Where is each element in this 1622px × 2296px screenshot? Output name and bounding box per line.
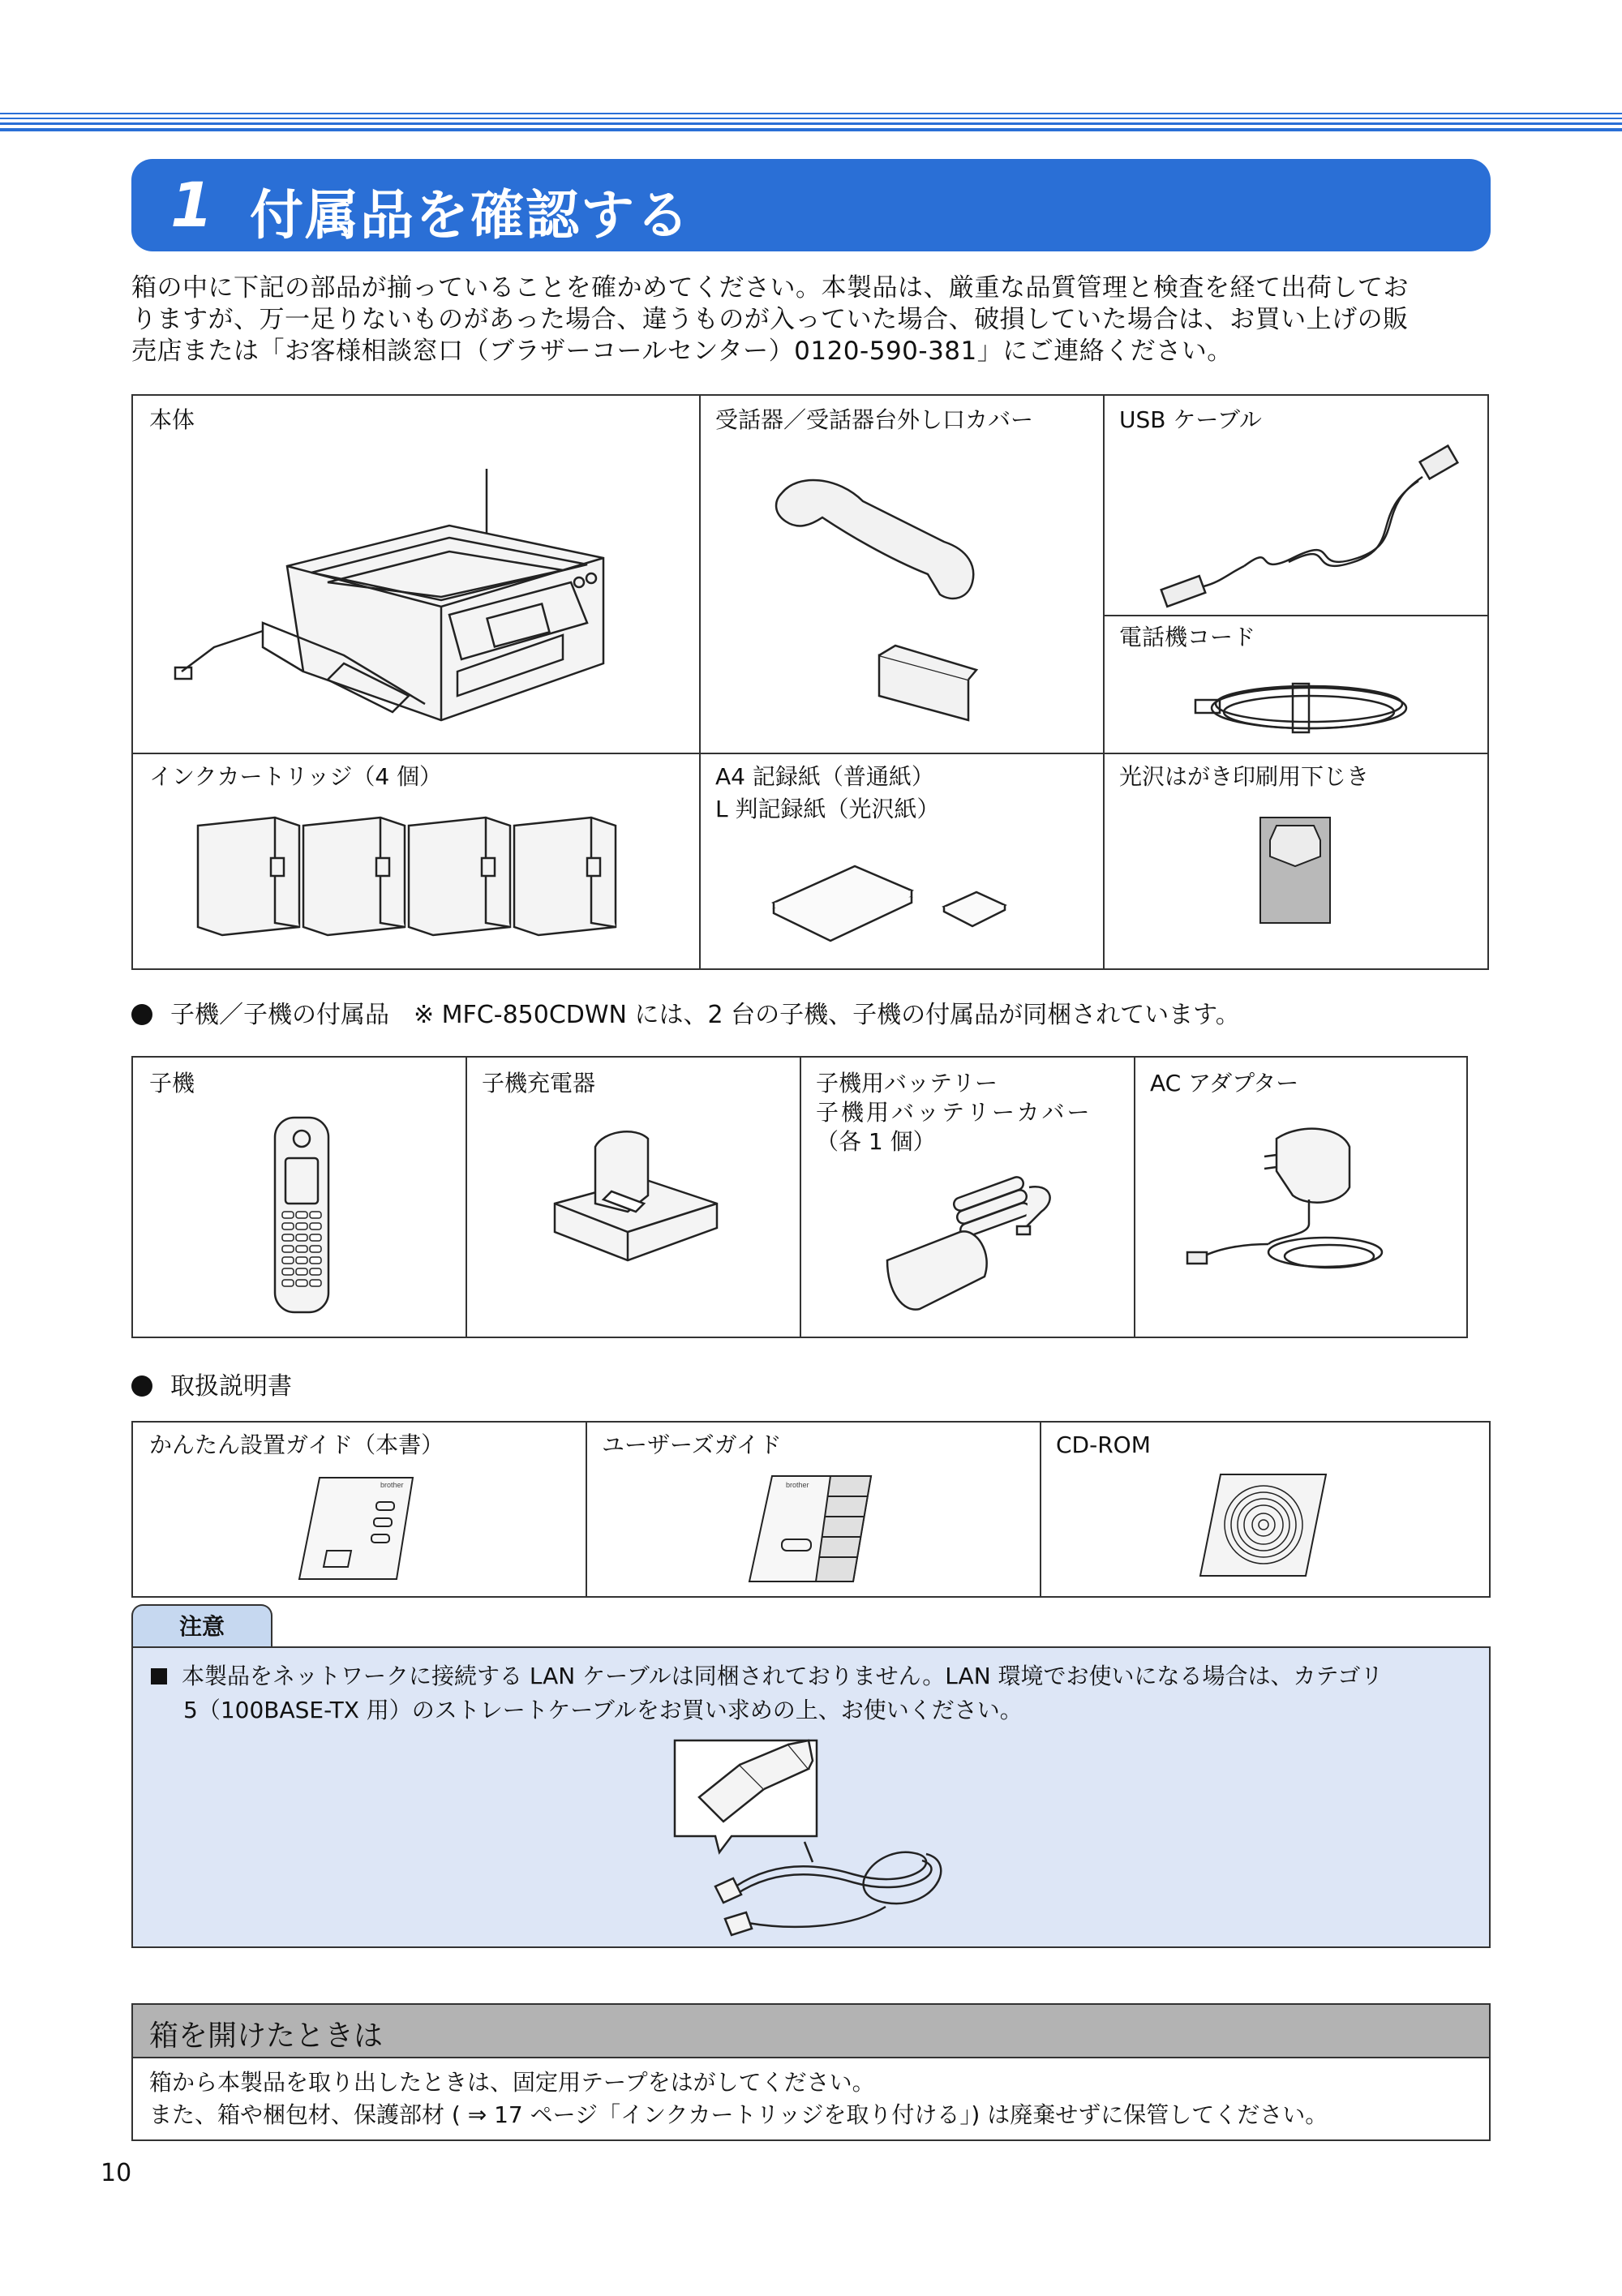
cordless-section-heading — [131, 994, 1240, 1030]
item-label-phone-cord: 電話機コード — [1119, 624, 1256, 650]
page-number: 10 — [101, 2159, 132, 2187]
section-title-bar — [131, 159, 1491, 251]
phone-cord-illustration — [1187, 667, 1431, 749]
header-rule — [0, 128, 1622, 131]
item-label-charger: 子機充電器 — [482, 1070, 596, 1097]
item-label-ink: インクカートリッジ（4 個） — [149, 763, 443, 790]
item-label-handset: 受話器／受話器台外し口カバー — [715, 406, 1034, 433]
item-label-ac-adapter: AC アダプター — [1150, 1070, 1299, 1097]
user-guide-illustration — [749, 1476, 879, 1586]
header-rule — [0, 122, 1622, 125]
note-line: 5（100BASE-TX 用）のストレートケーブルをお買い求めの上、お使いください。 — [183, 1697, 1023, 1723]
cordless-handset-illustration — [271, 1118, 336, 1328]
paper-illustration — [774, 858, 1033, 955]
intro-line: 箱の中に下記の部品が揃っていることを確かめてください。本製品は、厳重な品質管理と検査を経て出荷してお — [131, 273, 1409, 303]
square-bullet-icon — [151, 1668, 167, 1684]
header-rule — [0, 113, 1622, 114]
printer-illustration — [182, 461, 684, 745]
ac-adapter-illustration — [1187, 1122, 1431, 1285]
item-label-cdrom: CD-ROM — [1056, 1431, 1151, 1458]
section-number: 1 — [170, 169, 213, 241]
battery-illustration — [887, 1171, 1074, 1325]
handset-illustration — [766, 469, 1009, 712]
open-box-heading-bar — [131, 2003, 1491, 2058]
item-label-cordless-handset: 子機 — [149, 1070, 195, 1097]
item-label-paper-l: L 判記録紙（光沢紙） — [715, 796, 940, 822]
cordless-heading-text: 子機／子機の付属品 ※ MFC-850CDWN には、2 台の子機、子機の付属品が同梱されています。 — [170, 1001, 1240, 1029]
intro-line: りますが、万一足りないものがあった場合、違うものが入っていた場合、破損していた場合は、お買い上げの販 — [131, 305, 1409, 334]
item-label-glossy-sheet: 光沢はがき印刷用下じき — [1119, 763, 1370, 790]
brand-mark: brother — [380, 1481, 404, 1489]
intro-line: 売店または「お客様相談窓口（ブラザーコールセンター）0120-590-381」にご連絡ください。 — [131, 337, 1233, 366]
manuals-heading-text: 取扱説明書 — [170, 1372, 292, 1401]
bullet-icon — [131, 1375, 152, 1397]
item-label-usb: USB ケーブル — [1119, 406, 1262, 433]
intro-paragraph — [131, 273, 1502, 367]
open-box-body — [131, 2057, 1491, 2141]
setup-guide-illustration — [299, 1478, 421, 1583]
note-tab: 注意 — [131, 1604, 272, 1648]
item-label-user-guide: ユーザーズガイド — [602, 1431, 782, 1458]
manuals-table — [131, 1421, 1491, 1598]
brand-mark: brother — [786, 1481, 809, 1489]
item-label-battery: 子機用バッテリー — [816, 1070, 998, 1097]
open-box-line: また、箱や梱包材、保護部材 ( ⇒ 17 ページ「インクカートリッジを取り付ける」) は廃棄せずに保管してください。 — [149, 2101, 1328, 2128]
lan-cable-illustration — [675, 1740, 999, 1943]
open-box-heading: 箱を開けたときは — [149, 2019, 384, 2053]
bullet-icon — [131, 1004, 152, 1025]
item-label-battery-count: （各 1 個） — [816, 1128, 936, 1155]
charger-illustration — [547, 1122, 725, 1268]
header-rule — [0, 118, 1622, 119]
page-title: 付属品を確認する — [250, 184, 691, 247]
glossy-sheet-illustration — [1260, 818, 1333, 939]
open-box-line: 箱から本製品を取り出したときは、固定用テープをはがしてください。 — [149, 2069, 875, 2096]
cdrom-illustration — [1200, 1474, 1330, 1580]
item-label-setup-guide: かんたん設置ガイド（本書） — [149, 1431, 444, 1458]
item-label-paper-a4: A4 記録紙（普通紙） — [715, 763, 934, 790]
note-box — [131, 1646, 1491, 1948]
ink-cartridges-illustration — [198, 818, 620, 955]
manuals-section-heading — [131, 1366, 292, 1401]
cordless-items-table — [131, 1056, 1468, 1338]
main-items-table — [131, 394, 1489, 970]
note-line: 本製品をネットワークに接続する LAN ケーブルは同梱されておりません。LAN 環境でお使いになる場合は、カテゴリ — [182, 1663, 1384, 1689]
note-text — [151, 1659, 1481, 1727]
item-label-battery-cover: 子機用バッテリーカバー — [816, 1099, 1092, 1126]
usb-cable-illustration — [1131, 444, 1471, 607]
item-label-body: 本体 — [149, 406, 195, 433]
